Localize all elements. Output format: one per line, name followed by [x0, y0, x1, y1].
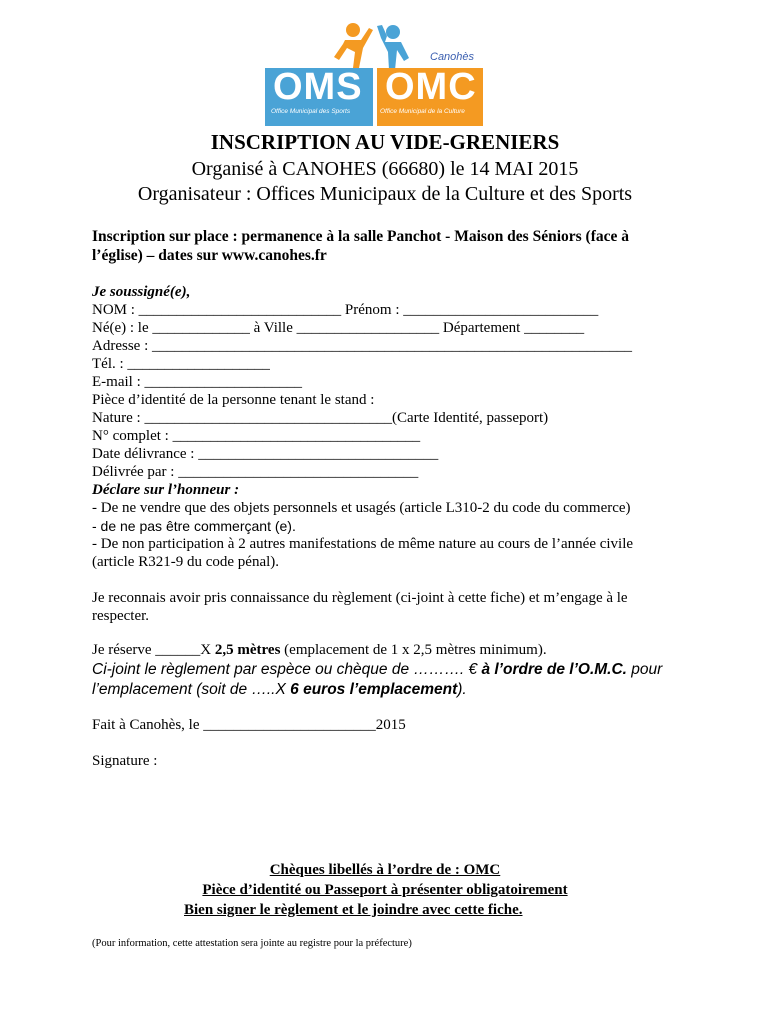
organizer-subtitle: Organisateur : Offices Municipaux de la Culture et des Sports [137, 183, 633, 205]
logo-omc-text: OMC [385, 66, 477, 108]
id-section-label: Pièce d’identité de la personne tenant le stand : [92, 392, 375, 408]
payment2-suffix: ). [457, 681, 467, 698]
reservation-length: 2,5 mètres [214, 642, 281, 658]
logo-omc-subtitle: Office Municipal de la Culture [380, 108, 465, 115]
field-adresse: Adresse : ________________________________________________________________ [92, 338, 632, 354]
logo-town: Canohès [430, 51, 475, 63]
field-email: E-mail : _____________________ [92, 374, 302, 390]
field-naissance: Né(e) : le _____________ à Ville ___________________ Département ________ [92, 320, 585, 336]
reservation-line [92, 642, 547, 659]
payment-line2 [92, 681, 467, 699]
declaration-item-3a: - De non participation à 2 autres manifestations de même nature au cours de l’année civile [92, 536, 634, 552]
reservation-suffix: (emplacement de 1 x 2,5 mètres minimum). [280, 642, 547, 658]
fait-a-line: Fait à Canohès, le _______________________2015 [92, 717, 406, 733]
reglement-line2: respecter. [92, 608, 150, 624]
declaration-item-2: - de ne pas être commerçant (e). [92, 518, 296, 534]
declaration-heading: Déclare sur l’honneur : [92, 482, 240, 498]
payment2-price: 6 euros l’emplacement [290, 681, 458, 698]
payment1-order: à l’ordre de l’O.M.C. [481, 661, 627, 678]
registration-note-line2: l’église) – dates sur www.canohes.fr [92, 247, 327, 264]
footer-signer: Bien signer le règlement et le joindre avec cette fiche. [184, 902, 523, 918]
declaration-item-1: - De ne vendre que des objets personnels et usagés (article L310-2 du code du commerce) [92, 500, 631, 516]
footer-cheques: Chèques libellés à l’ordre de : OMC [269, 862, 501, 878]
field-date-delivrance: Date délivrance : ________________________________ [92, 446, 439, 462]
reservation-prefix: Je réserve ______X [92, 642, 215, 658]
payment2-prefix: l’emplacement (soit de …..X [92, 681, 291, 698]
field-telephone: Tél. : ___________________ [92, 356, 270, 372]
logo-oms-subtitle: Office Municipal des Sports [271, 108, 351, 115]
declaration-item-3b: (article R321-9 du code pénal). [92, 554, 280, 570]
field-delivree-par: Délivrée par : ________________________________ [92, 464, 419, 480]
field-nature: Nature : _________________________________(Carte Identité, passeport) [92, 410, 549, 426]
payment-line1 [92, 661, 662, 679]
footer-piece-identite: Pièce d’identité ou Passeport à présenter obligatoirement [202, 882, 568, 898]
form-intro: Je soussigné(e), [92, 284, 191, 300]
registration-note-line1: Inscription sur place : permanence à la salle Panchot - Maison des Séniors (face à [92, 228, 630, 245]
field-numero: N° complet : _________________________________ [92, 428, 421, 444]
logo-oms-text: OMS [273, 66, 363, 108]
reglement-line1: Je reconnais avoir pris connaissance du règlement (ci-joint à cette fiche) et m’engage à le [92, 590, 628, 606]
payment1-suffix: pour [627, 661, 663, 678]
field-nom-prenom: NOM : ___________________________ Prénom : __________________________ [92, 302, 599, 318]
athletes-figures-icon [325, 18, 425, 73]
signature-label: Signature : [92, 753, 158, 769]
page-title: INSCRIPTION AU VIDE-GRENIERS [210, 130, 560, 154]
payment1-prefix: Ci-joint le règlement par espèce ou chèque de ………. € [92, 661, 482, 678]
logo [265, 18, 487, 113]
event-subtitle: Organisé à CANOHES (66680) le 14 MAI 2015 [191, 158, 579, 180]
footer-info: (Pour information, cette attestation sera jointe au registre pour la préfecture) [92, 938, 412, 949]
